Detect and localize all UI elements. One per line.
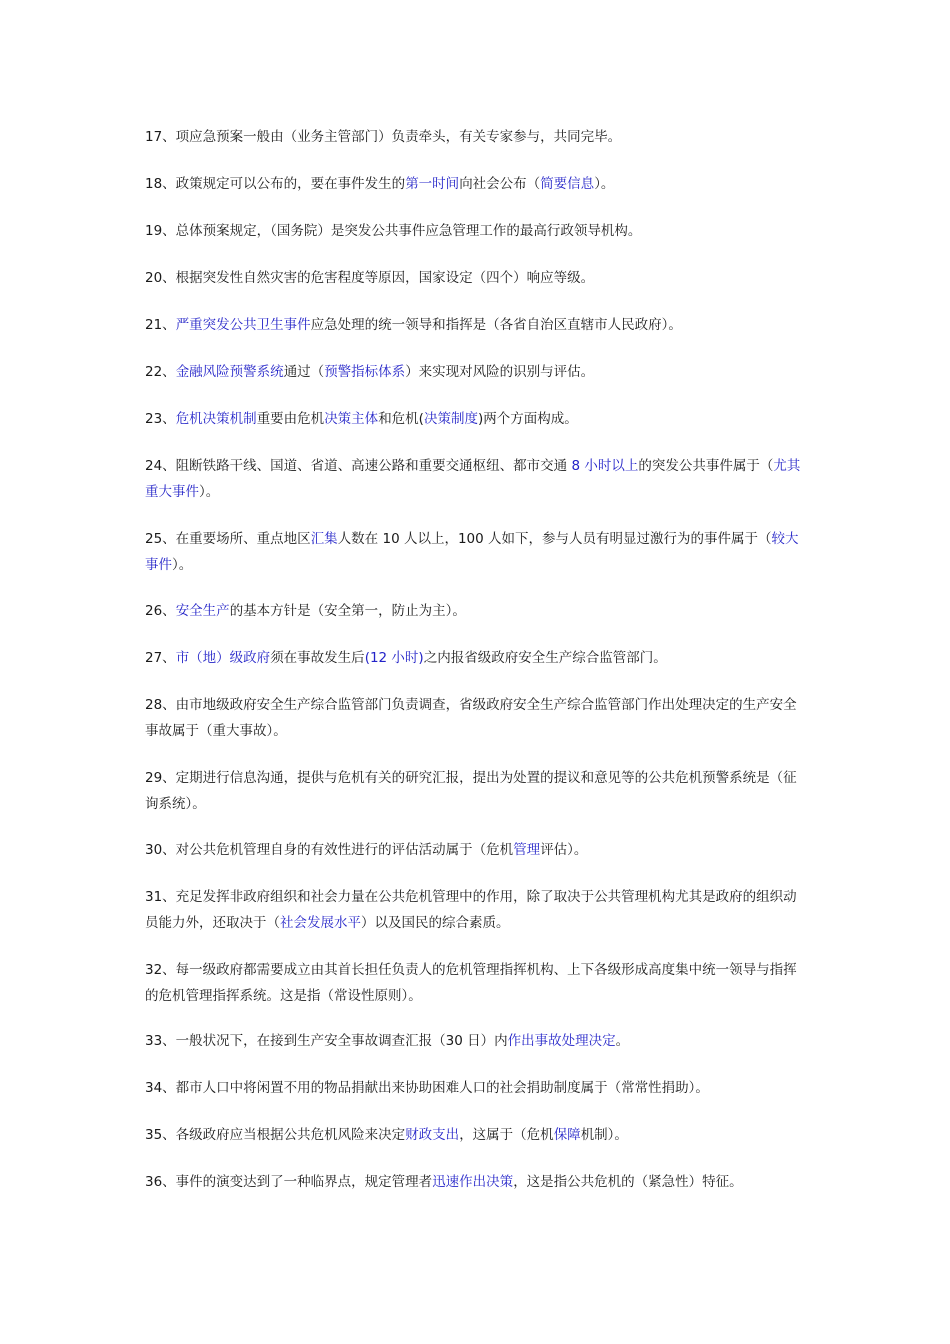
hyperlink[interactable]: 安全生产: [175, 603, 230, 619]
question-26: [145, 598, 810, 624]
question-21: [145, 312, 810, 338]
hyperlink[interactable]: 迅速作出决策: [432, 1174, 514, 1190]
text-segment: 的基本方针是（安全第一，防止为主）。: [229, 603, 466, 619]
question-30: [145, 837, 810, 863]
text-segment: 应急处理的统一领导和指挥是（各省自治区直辖市人民政府）。: [310, 317, 682, 333]
hyperlink[interactable]: 较大事件: [145, 531, 799, 573]
text-segment: 机制）。: [580, 1127, 628, 1143]
hyperlink[interactable]: 市（地）级政府: [175, 650, 271, 666]
hyperlink[interactable]: 严重突发公共卫生事件: [175, 317, 311, 333]
text-segment: 35、各级政府应当根据公共危机风险来决定: [145, 1127, 406, 1143]
question-36: [145, 1169, 810, 1195]
question-19: [145, 218, 810, 244]
question-17: [145, 124, 810, 150]
text-segment: 25、在重要场所、重点地区: [145, 531, 311, 547]
text-segment: ，这属于（危机: [459, 1127, 554, 1143]
hyperlink[interactable]: 决策制度: [423, 411, 478, 427]
question-34: [145, 1075, 810, 1101]
text-segment: 36、事件的演变达到了一种临界点，规定管理者: [145, 1174, 433, 1190]
hyperlink[interactable]: 简要信息: [540, 176, 595, 192]
hyperlink[interactable]: 预警指标体系: [324, 364, 406, 380]
question-27: [145, 645, 810, 671]
question-28: [145, 692, 810, 744]
hyperlink[interactable]: 财政支出: [405, 1127, 460, 1143]
text-segment: )两个方面构成。: [477, 411, 578, 427]
hyperlink[interactable]: 社会发展水平: [280, 915, 361, 931]
text-segment: 34、都市人口中将闲置不用的物品捐献出来协助困难人口的社会捐助制度属于（常常性捐助）。: [145, 1080, 709, 1096]
question-33: [145, 1028, 810, 1054]
hyperlink[interactable]: (12 小时): [364, 650, 424, 666]
text-segment: 人数在 10 人以上，100 人如下，参与人员有明显过激行为的事件属于（: [337, 531, 772, 547]
text-segment: ）。: [594, 176, 615, 192]
text-segment: 17、项应急预案一般由（业务主管部门）负责牵头，有关专家参与，共同完毕。: [145, 129, 622, 145]
text-segment: 通过（: [283, 364, 325, 380]
text-segment: 21、: [145, 317, 176, 333]
text-segment: 23、: [145, 411, 176, 427]
question-31: [145, 884, 810, 936]
text-segment: 24、阻断铁路干线、国道、省道、高速公路和重要交通枢纽、都市交通: [145, 458, 572, 474]
hyperlink[interactable]: 管理: [513, 842, 541, 858]
text-segment: 22、: [145, 364, 176, 380]
question-18: [145, 171, 810, 197]
text-segment: 31、充足发挥非政府组织和社会力量在公共危机管理中的作用，除了取决于公共管理机构尤其是政府的组织动员能力外，还取决于（: [145, 889, 797, 931]
hyperlink[interactable]: 尤其重大事件: [145, 458, 801, 500]
text-segment: ）。: [199, 484, 220, 500]
hyperlink[interactable]: 8 小时以上: [571, 458, 639, 474]
hyperlink[interactable]: 作出事故处理决定: [507, 1033, 616, 1049]
text-segment: 之内报省级政府安全生产综合监管部门。: [423, 650, 667, 666]
text-segment: 19、总体预案规定，（国务院）是突发公共事件应急管理工作的最高行政领导机构。: [145, 223, 642, 239]
question-29: [145, 765, 810, 817]
text-segment: 33、一般状况下，在接到生产安全事故调查汇报（30 日）内: [145, 1033, 508, 1049]
text-segment: 29、定期进行信息沟通，提供与危机有关的研究汇报，提出为处置的提议和意见等的公共危机预警系统是（征询系统）。: [145, 770, 797, 812]
text-segment: 30、对公共危机管理自身的有效性进行的评估活动属于（危机: [145, 842, 514, 858]
text-segment: 32、每一级政府都需要成立由其首长担任负责人的危机管理指挥机构、上下各级形成高度集中统一领导与指挥的危机管理指挥系统。这是指（常设性原则）。: [145, 962, 797, 1004]
text-segment: 28、由市地级政府安全生产综合监管部门负责调查，省级政府安全生产综合监管部门作出处理决定的生产安全事故属于（重大事故）。: [145, 697, 797, 739]
question-35: [145, 1122, 810, 1148]
text-segment: ）来实现对风险的识别与评估。: [405, 364, 595, 380]
question-23: [145, 406, 810, 432]
question-22: [145, 359, 810, 385]
hyperlink[interactable]: 第一时间: [405, 176, 460, 192]
hyperlink[interactable]: 保障: [553, 1127, 581, 1143]
text-segment: 的突发公共事件属于（: [638, 458, 774, 474]
question-32: [145, 957, 810, 1009]
text-segment: 重要由危机: [256, 411, 325, 427]
hyperlink[interactable]: 金融风险预警系统: [175, 364, 284, 380]
question-25: [145, 526, 810, 578]
text-segment: 27、: [145, 650, 176, 666]
text-segment: ）。: [172, 557, 193, 573]
text-segment: ）以及国民的综合素质。: [361, 915, 510, 931]
question-20: [145, 265, 810, 291]
text-segment: 须在事故发生后: [270, 650, 365, 666]
text-segment: 26、: [145, 603, 176, 619]
text-segment: ，这是指公共危机的（紧急性）特征。: [513, 1174, 743, 1190]
text-segment: 18、政策规定可以公布的，要在事件发生的: [145, 176, 406, 192]
text-segment: 和危机(: [378, 411, 424, 427]
text-segment: 20、根据突发性自然灾害的危害程度等原因，国家设定（四个）响应等级。: [145, 270, 595, 286]
text-segment: 向社会公布（: [459, 176, 541, 192]
text-segment: 评估）。: [540, 842, 588, 858]
question-24: [145, 453, 810, 505]
hyperlink[interactable]: 决策主体: [324, 411, 379, 427]
hyperlink[interactable]: 危机决策机制: [175, 411, 257, 427]
hyperlink[interactable]: 汇集: [310, 531, 338, 547]
text-segment: 。: [615, 1033, 630, 1049]
